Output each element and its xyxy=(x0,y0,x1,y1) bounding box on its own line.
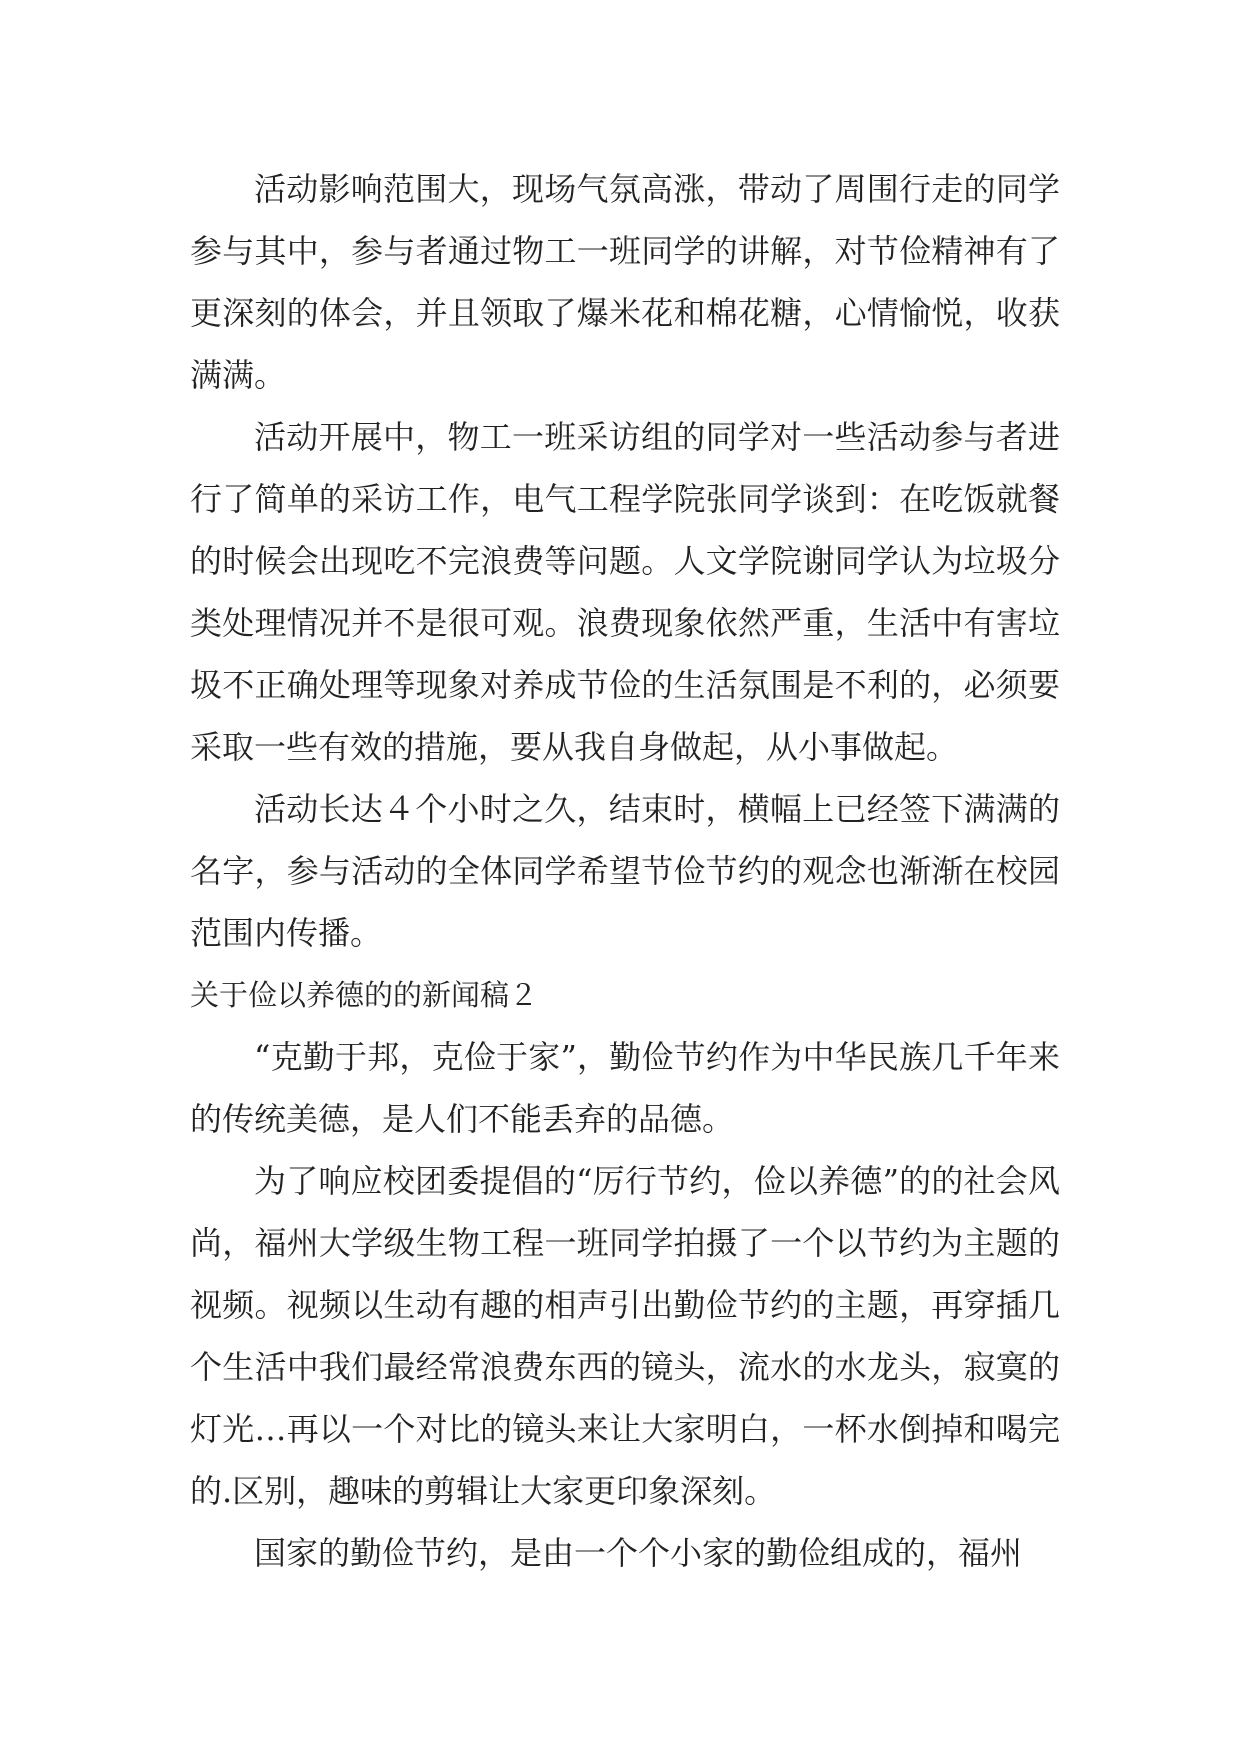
paragraph-activity-duration: 活动长达４个小时之久，结束时，横幅上已经签下满满的名字，参与活动的全体同学希望节俭节约的观念也渐渐在校园范围内传播。 xyxy=(190,790,1060,952)
paragraph-tradition: “克勤于邦，克俭于家”，勤俭节约作为中华民族几千年来的传统美德，是人们不能丢弃的品德。 xyxy=(190,1038,1060,1138)
document-body xyxy=(190,158,1060,1584)
paragraph-national-thrift: 国家的勤俭节约，是由一个个小家的勤俭组成的，福州 xyxy=(254,1534,1023,1572)
paragraph-interviews: 活动开展中，物工一班采访组的同学对一些活动参与者进行了简单的采访工作，电气工程学院张同学谈到：在吃饭就餐的时候会出现吃不完浪费等问题。人文学院谢同学认为垃圾分类处理情况并不是很可观。浪费现象依然严重，生活中有害垃圾不正确处理等现象对养成节俭的生活氛围是不利的，必须要采取一些有效的措施，要从我自身做起，从小事做起。 xyxy=(190,418,1060,766)
section-heading: 关于俭以养德的的新闻稿２ xyxy=(190,978,539,1012)
paragraph-activity-impact: 活动影响范围大，现场气氛高涨，带动了周围行走的同学参与其中，参与者通过物工一班同学的讲解，对节俭精神有了更深刻的体会，并且领取了爆米花和棉花糖，心情愉悦，收获满满。 xyxy=(190,170,1060,394)
paragraph-video: 为了响应校团委提倡的“厉行节约，俭以养德”的的社会风尚，福州大学级生物工程一班同学拍摄了一个以节约为主题的视频。视频以生动有趣的相声引出勤俭节约的主题，再穿插几个生活中我们最经常浪费东西的镜头，流水的水龙头，寂寞的灯光…再以一个对比的镜头来让大家明白，一杯水倒掉和喝完的.区别，趣味的剪辑让大家更印象深刻。 xyxy=(190,1162,1060,1510)
